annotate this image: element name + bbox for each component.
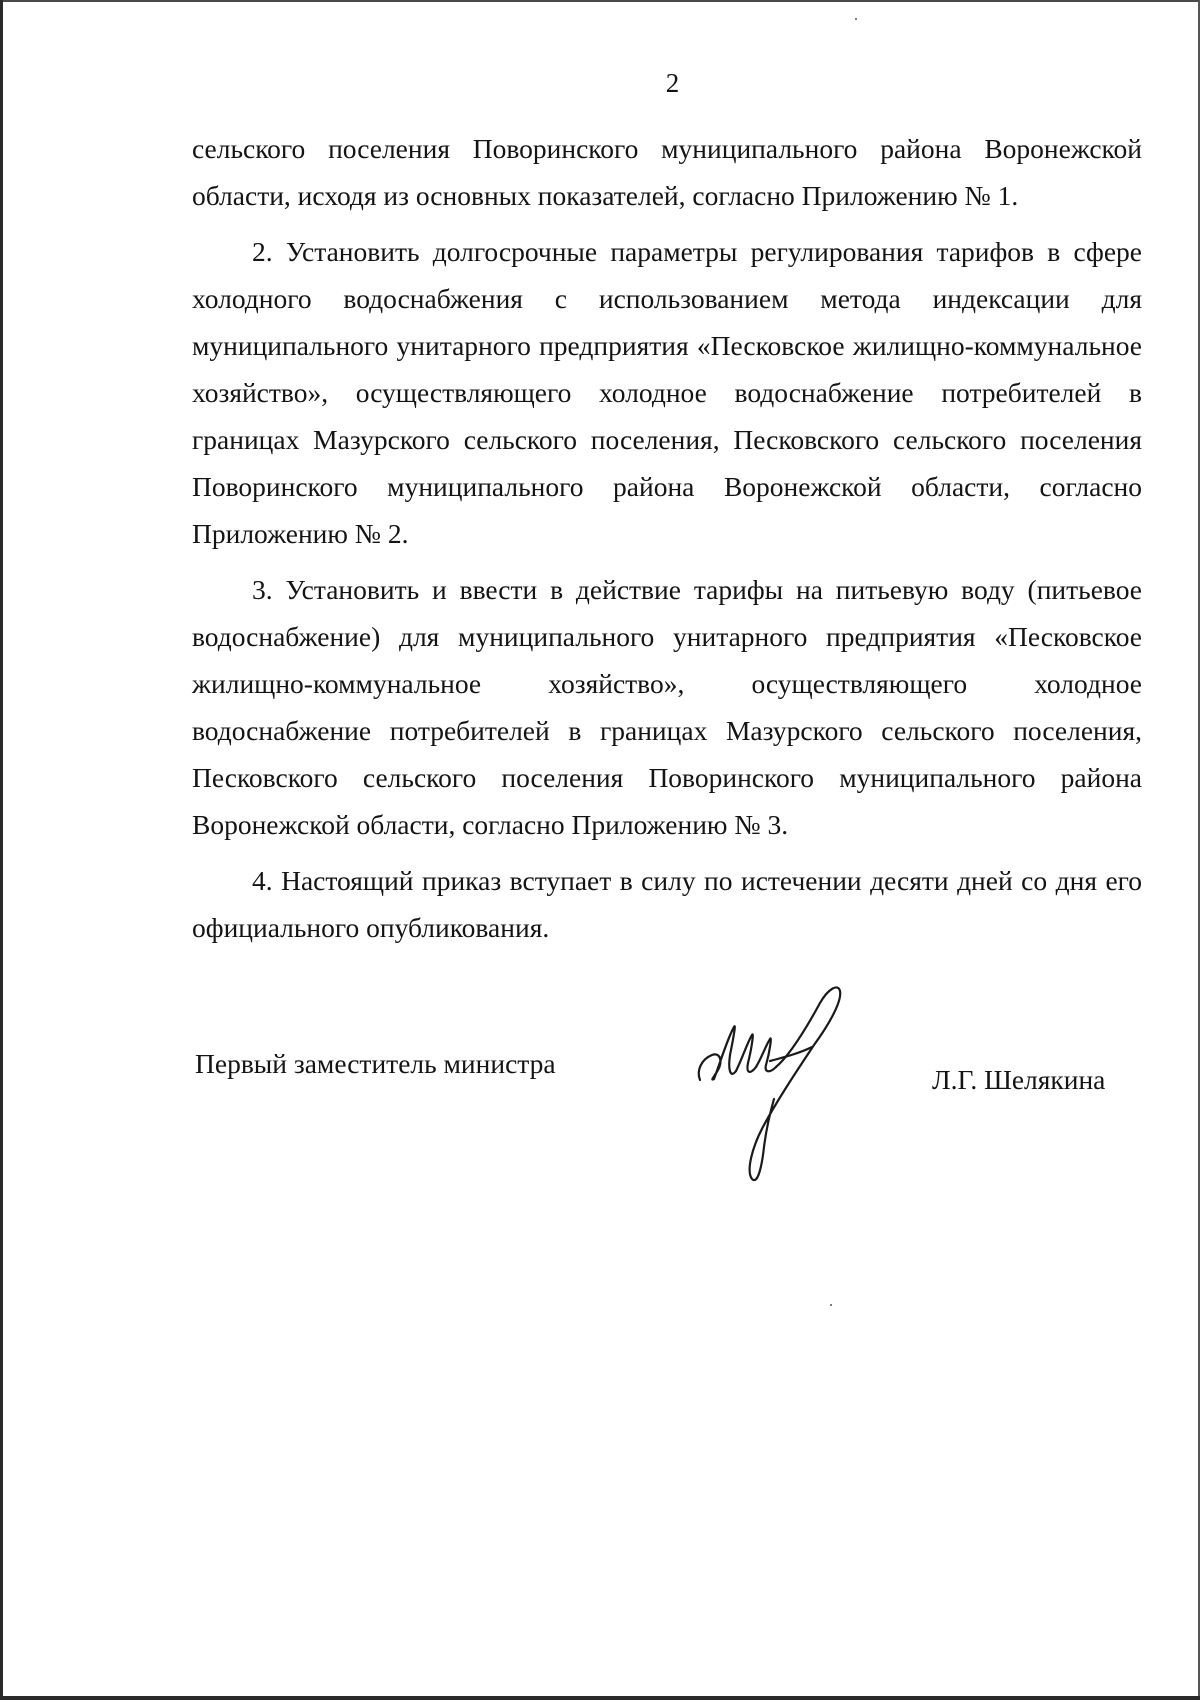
- handwritten-signature: [690, 975, 880, 1190]
- signer-name: Л.Г. Шелякина: [932, 1064, 1106, 1095]
- scan-speck: [830, 1304, 832, 1306]
- scan-edge-left: [0, 0, 3, 1700]
- document-body: [192, 125, 1142, 960]
- scan-speck: [855, 18, 857, 20]
- scan-edge-bottom: [0, 1696, 1200, 1700]
- paragraph-continuation: сельского поселения Поворинского муниципального района Воронежской области, исходя из основных показателей, согласно Приложению № 1.: [192, 133, 1142, 211]
- page-number: 2: [665, 68, 680, 98]
- paragraph-item-3: 3. Установить и ввести в действие тарифы на питьевую воду (питьевое водоснабжение) для муниципального унитарного предприятия «Песковское жилищно-коммунальное хозяйство», осуществляющего холодное водоснабжение потребителей в границах Мазурского сельского поселения, Песковского сельского поселения Поворинского муниципального района Воронежской области, согласно Приложению № 3.: [192, 574, 1142, 840]
- paragraph-item-2: 2. Установить долгосрочные параметры регулирования тарифов в сфере холодного водоснабжения с использованием метода индексации для муниципального унитарного предприятия «Песковское жилищно-коммунальное хозяйство», осуществляющего холодное водоснабжение потребителей в границах Мазурского сельского поселения, Песковского сельского поселения Поворинского муниципального района Воронежской области, согласно Приложению № 2.: [192, 236, 1142, 549]
- scan-edge-top: [0, 0, 1200, 2]
- paragraph-item-4: 4. Настоящий приказ вступает в силу по истечении десяти дней со дня его официального опубликования.: [192, 865, 1142, 943]
- signer-position: Первый заместитель министра: [195, 1048, 556, 1079]
